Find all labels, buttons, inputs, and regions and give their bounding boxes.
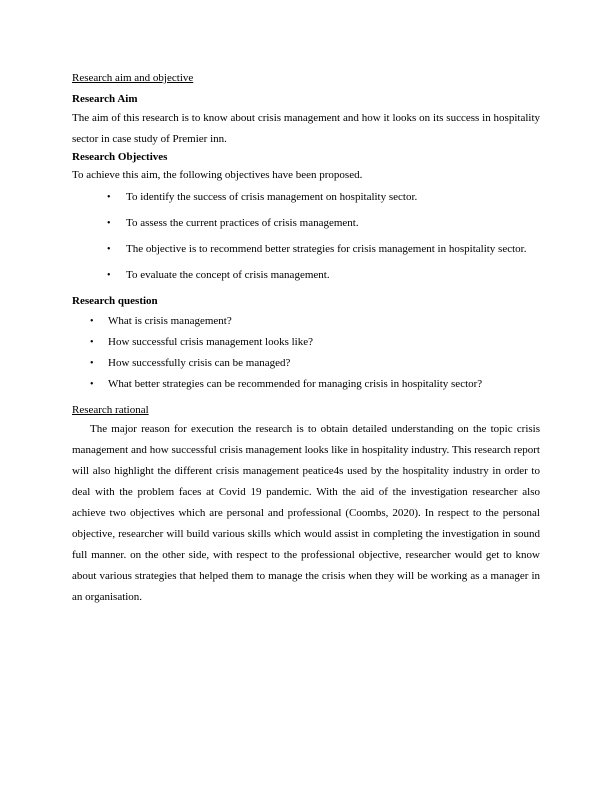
objective-text: To identify the success of crisis management on hospitality sector. xyxy=(126,191,418,203)
objective-text: The objective is to recommend better strategies for crisis management in hospitality sector. xyxy=(126,243,527,255)
question-text: How successful crisis management looks like? xyxy=(108,336,313,348)
research-objectives-heading: Research Objectives xyxy=(72,151,168,163)
bullet-icon: • xyxy=(107,218,111,229)
objective-item xyxy=(72,265,540,286)
section-heading-aim-objective: Research aim and objective xyxy=(72,72,194,84)
question-item xyxy=(72,353,540,374)
question-item xyxy=(72,374,540,395)
bullet-icon: • xyxy=(90,337,94,348)
question-text: How successfully crisis can be managed? xyxy=(108,357,291,369)
question-item xyxy=(72,332,540,353)
research-objectives-intro: To achieve this aim, the following objectives have been proposed. xyxy=(72,169,363,181)
objectives-list xyxy=(72,187,540,286)
question-text: What is crisis management? xyxy=(108,315,232,327)
bullet-icon: • xyxy=(107,270,111,281)
research-rational-heading: Research rational xyxy=(72,404,149,416)
objective-text: To evaluate the concept of crisis management. xyxy=(126,269,330,281)
objective-item xyxy=(72,213,540,234)
bullet-icon: • xyxy=(90,379,94,390)
research-rational-text: The major reason for execution the research is to obtain detailed understanding on the topic crisis management and how successful crisis management looks like in hospitality industry. This research report will also highlight the different crisis management peatice4s used by the hospitality industry in order to deal with the problem faces at Covid 19 pandemic. With the aid of the investigation researcher also achieve two objectives which are personal and professional (Coombs, 2020). In respect to the personal objective, researcher will build various skills which would assist in completing the investigation in sound full manner. on the other side, with respect to the professional objective, researcher would get to know about various strategies that helped them to manage the crisis when they will be working as a manager in an organisation. xyxy=(72,423,540,603)
bullet-icon: • xyxy=(107,192,111,203)
bullet-icon: • xyxy=(90,316,94,327)
research-aim-heading: Research Aim xyxy=(72,93,138,105)
research-aim-text: The aim of this research is to know about crisis management and how it looks on its success in hospitality sector in case study of Premier inn. xyxy=(72,112,540,145)
objective-text: To assess the current practices of crisis management. xyxy=(126,217,359,229)
research-question-heading: Research question xyxy=(72,295,158,307)
document-page xyxy=(72,72,540,608)
bullet-icon: • xyxy=(90,358,94,369)
question-text: What better strategies can be recommended for managing crisis in hospitality sector? xyxy=(108,378,483,390)
question-item xyxy=(72,311,540,332)
bullet-icon: • xyxy=(107,244,111,255)
objective-item xyxy=(72,187,540,208)
objective-item xyxy=(72,239,540,260)
questions-list xyxy=(72,311,540,395)
